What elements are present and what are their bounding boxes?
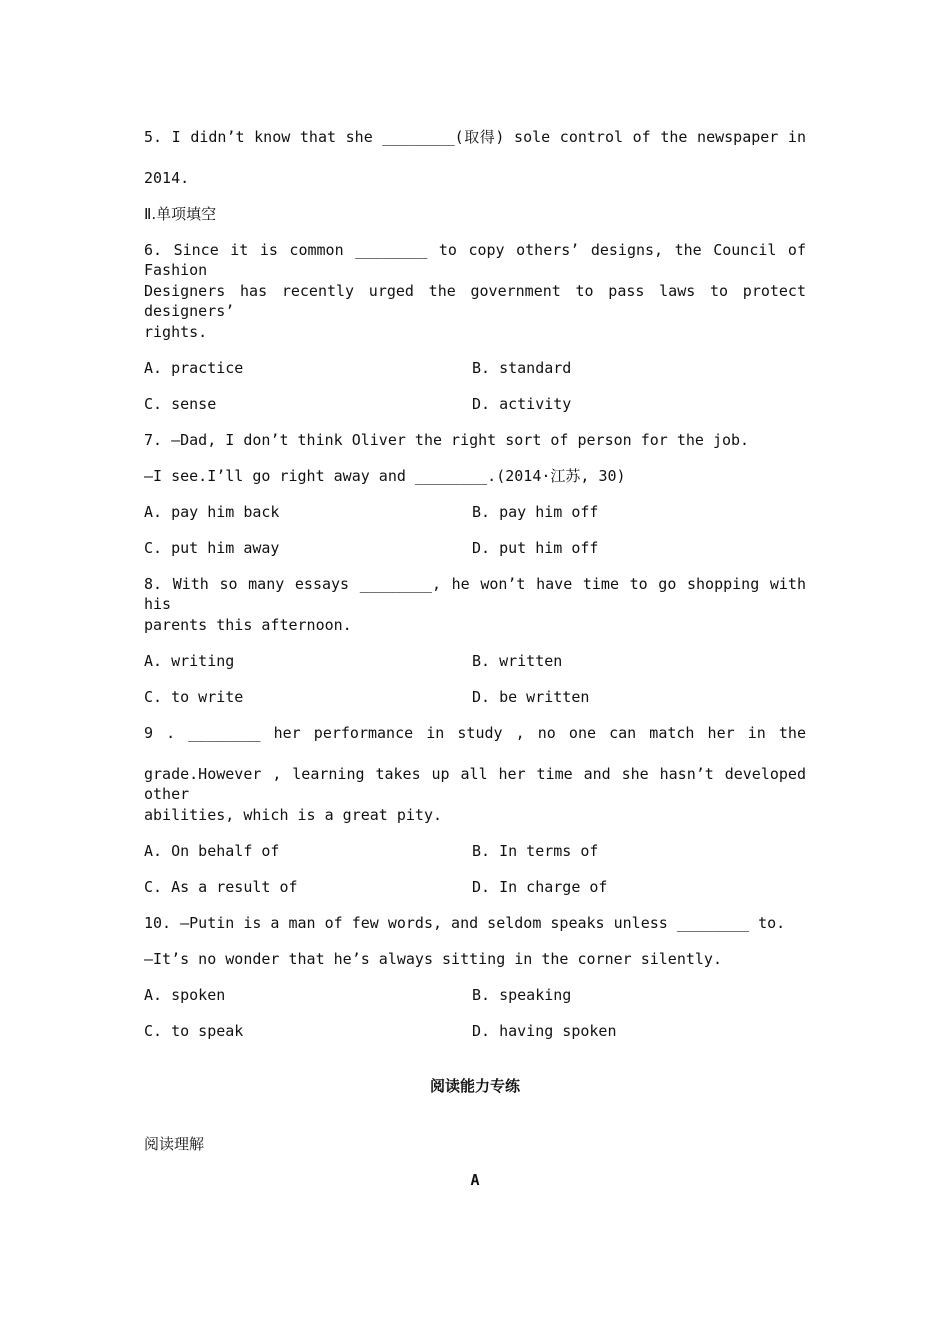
question-10-option-c: C. to speak [144, 1022, 244, 1040]
question-10-line-2: —It’s no wonder that he’s always sitting in the corner silently. [144, 950, 722, 968]
question-7-option-d: D. put him off [472, 539, 599, 557]
question-8-line-2: parents this afternoon. [144, 616, 352, 634]
question-6-option-a: A. practice [144, 359, 244, 377]
question-9-line-1: 9 . ________ her performance in study , no one can match her in the [144, 724, 806, 742]
question-5-line-2: 2014. [144, 169, 190, 187]
question-6-line-2: Designers has recently urged the government to pass laws to protect designers’ [144, 282, 806, 320]
question-7-option-c: C. put him away [144, 539, 280, 557]
reading-subheading: 阅读理解 [144, 1135, 205, 1153]
question-8-option-c: C. to write [144, 688, 244, 706]
question-8-option-a: A. writing [144, 652, 235, 670]
reading-section-title: 阅读能力专练 [429, 1077, 520, 1095]
passage-label: A [470, 1171, 480, 1189]
question-6-option-c: C. sense [144, 395, 217, 413]
question-7-option-b: B. pay him off [472, 503, 599, 521]
question-10-line-1: 10. —Putin is a man of few words, and seldom speaks unless ________ to. [144, 914, 786, 932]
question-8-option-b: B. written [472, 652, 563, 670]
question-7-option-a: A. pay him back [144, 503, 280, 521]
section-2-heading: Ⅱ.单项填空 [144, 205, 217, 223]
question-9-line-2: grade.However , learning takes up all her time and she hasn’t developed other [144, 765, 806, 803]
question-9-option-a: A. On behalf of [144, 842, 280, 860]
question-6-line-3: rights. [144, 323, 208, 341]
question-7-line-1: 7. —Dad, I don’t think Oliver the right sort of person for the job. [144, 431, 750, 449]
question-6-option-d: D. activity [472, 395, 572, 413]
question-9-line-3: abilities, which is a great pity. [144, 806, 443, 824]
question-10-option-b: B. speaking [472, 986, 572, 1004]
question-10-option-d: D. having spoken [472, 1022, 617, 1040]
question-6-line-1: 6. Since it is common ________ to copy others’ designs, the Council of Fashion [144, 241, 806, 279]
question-8-line-1: 8. With so many essays ________, he won’t have time to go shopping with his [144, 575, 806, 613]
question-5-line-1: 5. I didn’t know that she ________(取得) sole control of the newspaper in [144, 128, 806, 146]
question-6-option-b: B. standard [472, 359, 572, 377]
question-10-option-a: A. spoken [144, 986, 226, 1004]
question-9-option-d: D. In charge of [472, 878, 608, 896]
question-8-option-d: D. be written [472, 688, 590, 706]
question-7-line-2: —I see.I’ll go right away and ________.(2014·江苏, 30) [144, 467, 626, 485]
question-9-option-b: B. In terms of [472, 842, 599, 860]
question-9-option-c: C. As a result of [144, 878, 298, 896]
